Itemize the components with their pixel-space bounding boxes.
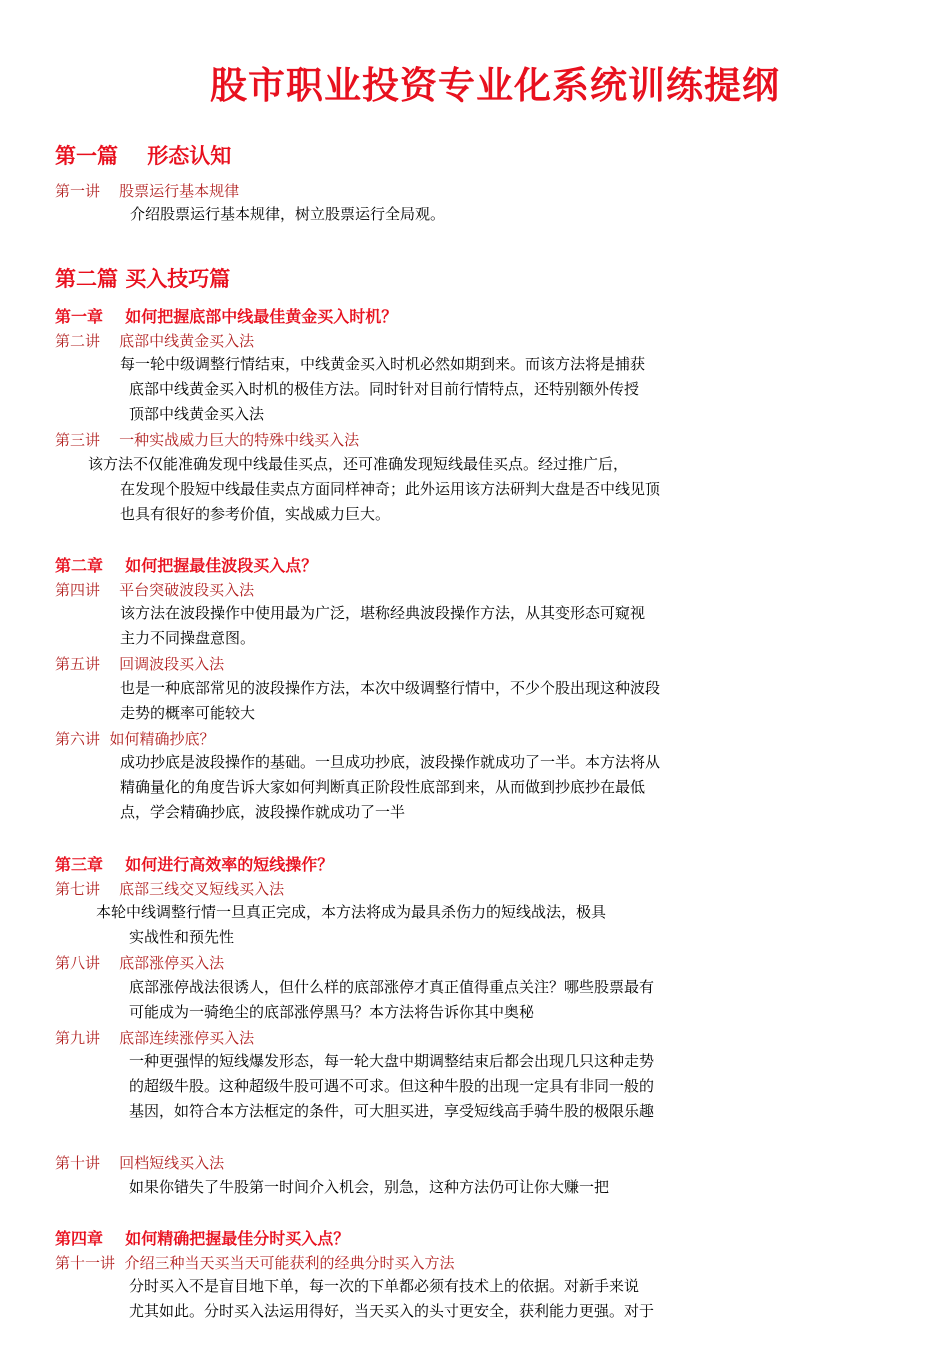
text-line: 该方法不仅能准确发现中线最佳买点，还可准确发现短线最佳买点。经过推广后， [88, 455, 629, 473]
lecture-heading: 第七讲 底部三线交叉短线买入法 [55, 880, 285, 898]
lecture-heading: 第一讲 股票运行基本规律 [55, 182, 240, 200]
text-line: 成功抄底是波段操作的基础。一旦成功抄底，波段操作就成功了一半。本方法将从 [120, 753, 661, 771]
text-line: 的超级牛股。这种超级牛股可遇不可求。但这种牛股的出现一定具有非同一般的 [129, 1077, 655, 1095]
document-title: 股市职业投资专业化系统训练提纲 [210, 64, 780, 107]
text-line: 一种更强悍的短线爆发形态，每一轮大盘中期调整结束后都会出现几只这种走势 [129, 1052, 655, 1070]
text-line: 点，学会精确抄底，波段操作就成功了一半 [120, 803, 406, 821]
lecture-heading: 第十讲 回档短线买入法 [55, 1154, 225, 1172]
lecture-description [130, 202, 445, 227]
text-line: 该方法在波段操作中使用最为广泛，堪称经典波段操作方法，从其变形态可窥视 [120, 604, 646, 622]
lecture-description [129, 1274, 654, 1324]
text-line: 底部涨停战法很诱人，但什么样的底部涨停才真正值得重点关注？哪些股票最有 [129, 978, 655, 996]
text-line: 也是一种底部常见的波段操作方法，本次中级调整行情中，不少个股出现这种波段 [120, 679, 661, 697]
lecture-heading: 第八讲 底部涨停买入法 [55, 954, 225, 972]
lecture-heading: 第十一讲 介绍三种当天买当天可能获利的经典分时买入方法 [55, 1254, 455, 1272]
lecture-description [120, 352, 645, 427]
lecture-description [120, 676, 660, 726]
chapter-heading: 第一章 如何把握底部中线最佳黄金买入时机？ [55, 307, 398, 326]
lecture-description [129, 1049, 654, 1124]
text-line: 也具有很好的参考价值，实战威力巨大。 [120, 505, 391, 523]
text-line: 底部中线黄金买入时机的极佳方法。同时针对目前行情特点，还特别额外传授 [129, 380, 640, 398]
part-heading: 第一篇 形态认知 [55, 144, 232, 168]
text-line: 分时买入不是盲目地下单，每一次的下单都必须有技术上的依据。对新手来说 [129, 1277, 640, 1295]
lecture-description [96, 900, 606, 950]
lecture-description [88, 452, 661, 527]
text-line: 尤其如此。分时买入法运用得好，当天买入的头寸更安全，获利能力更强。对于 [129, 1302, 655, 1320]
text-line: 精确量化的角度告诉大家如何判断真正阶段性底部到来，从而做到抄底抄在最低 [120, 778, 646, 796]
lecture-heading: 第二讲 底部中线黄金买入法 [55, 332, 255, 350]
text-line: 实战性和预先性 [129, 928, 235, 946]
chapter-heading: 第二章 如何把握最佳波段买入点？ [55, 556, 318, 575]
chapter-heading: 第三章 如何进行高效率的短线操作？ [55, 855, 334, 874]
lecture-description [120, 750, 660, 825]
text-line: 如果你错失了牛股第一时间介入机会，别急，这种方法仍可让你大赚一把 [129, 1178, 610, 1196]
lecture-heading: 第四讲 平台突破波段买入法 [55, 581, 255, 599]
text-line: 在发现个股短中线最佳卖点方面同样神奇；此外运用该方法研判大盘是否中线见顶 [120, 480, 661, 498]
lecture-description [120, 601, 645, 651]
lecture-heading: 第三讲 一种实战威力巨大的特殊中线买入法 [55, 431, 360, 449]
part-heading: 第二篇 买入技巧篇 [55, 267, 231, 291]
text-line: 介绍股票运行基本规律，树立股票运行全局观。 [130, 205, 446, 223]
lecture-heading: 第九讲 底部连续涨停买入法 [55, 1029, 255, 1047]
text-line: 顶部中线黄金买入法 [129, 405, 265, 423]
text-line: 走势的概率可能较大 [120, 704, 256, 722]
text-line: 基因，如符合本方法框定的条件，可大胆买进，享受短线高手骑牛股的极限乐趣 [129, 1102, 655, 1120]
text-line: 每一轮中级调整行情结束，中线黄金买入时机必然如期到来。而该方法将是捕获 [120, 355, 646, 373]
chapter-heading: 第四章 如何精确把握最佳分时买入点？ [55, 1229, 350, 1248]
text-line: 可能成为一骑绝尘的底部涨停黑马？本方法将告诉你其中奥秘 [129, 1003, 535, 1021]
text-line: 主力不同操盘意图。 [120, 629, 256, 647]
lecture-description [129, 1175, 609, 1200]
text-line: 本轮中线调整行情一旦真正完成，本方法将成为最具杀伤力的短线战法，极具 [96, 903, 607, 921]
lecture-description [129, 975, 654, 1025]
lecture-heading: 第六讲 如何精确抄底？ [55, 730, 215, 748]
lecture-heading: 第五讲 回调波段买入法 [55, 655, 225, 673]
